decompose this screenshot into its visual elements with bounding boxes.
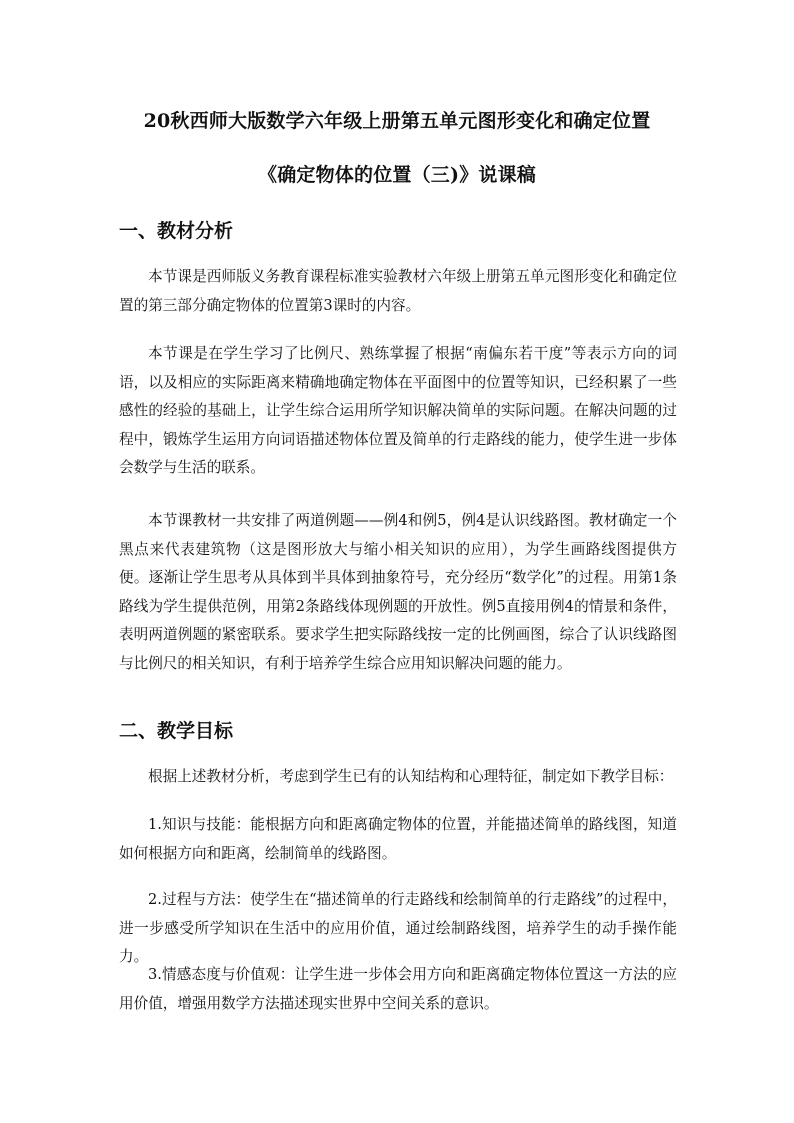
paragraph: 本节课是在学生学习了比例尺、熟练掌握了根据“南偏东若干度”等表示方向的词语，以及相应的实际距离来精确地确定物体在平面图中的位置等知识，已经积累了一些感性的经验的基础上，让学生综合运用所学知识解决简单的实际问题。在解决问题的过程中，锻炼学生运用方向词语描述物体位置及简单的行走路线的能力，使学生进一步体会数学与生活的联系。 xyxy=(119,345,677,476)
document-subtitle: 《确定物体的位置（三)》说课稿 xyxy=(258,164,536,186)
goal-item: 1.知识与技能：能根据方向和距离确定物体的位置，并能描述简单的路线图，知道如何根据方向和距离，绘制简单的线路图。 xyxy=(119,816,677,862)
goal-item: 3.情感态度与价值观：让学生进一步体会用方向和距离确定物体位置这一方法的应用价值，增强用数学方法描述现实世界中空间关系的意识。 xyxy=(119,966,677,1012)
section-heading-teaching-goals: 二、教学目标 xyxy=(119,720,234,742)
paragraph: 本节课教材一共安排了两道例题——例4和例5，例4是认识线路图。教材确定一个黑点来代表建筑物（这是图形放大与缩小相关知识的应用），为学生画路线图提供方便。逐渐让学生思考从具体到半具体到抽象符号，充分经历“数学化”的过程。用第1条路线为学生提供范例，用第2条路线体现例题的开放性。例5直接用例4的情景和条件，表明两道例题的紧密联系。要求学生把实际路线按一定的比例画图，综合了认识线路图与比例尺的相关知识，有利于培养学生综合应用知识解决问题的能力。 xyxy=(119,512,677,672)
section-heading-textbook-analysis: 一、教材分析 xyxy=(119,220,234,242)
paragraph: 根据上述教材分析，考虑到学生已有的认知结构和心理特征，制定如下教学目标： xyxy=(148,768,674,785)
goal-item: 2.过程与方法：使学生在“描述简单的行走路线和绘制简单的行走路线”的过程中，进一步感受所学知识在生活中的应用价值，通过绘制路线图，培养学生的动手操作能力。 xyxy=(119,891,677,965)
document-title: 20秋西师大版数学六年级上册第五单元图形变化和确定位置 xyxy=(143,110,651,132)
paragraph: 本节课是西师版义务教育课程标准实验教材六年级上册第五单元图形变化和确定位置的第三部分确定物体的位置第3课时的内容。 xyxy=(119,268,677,314)
